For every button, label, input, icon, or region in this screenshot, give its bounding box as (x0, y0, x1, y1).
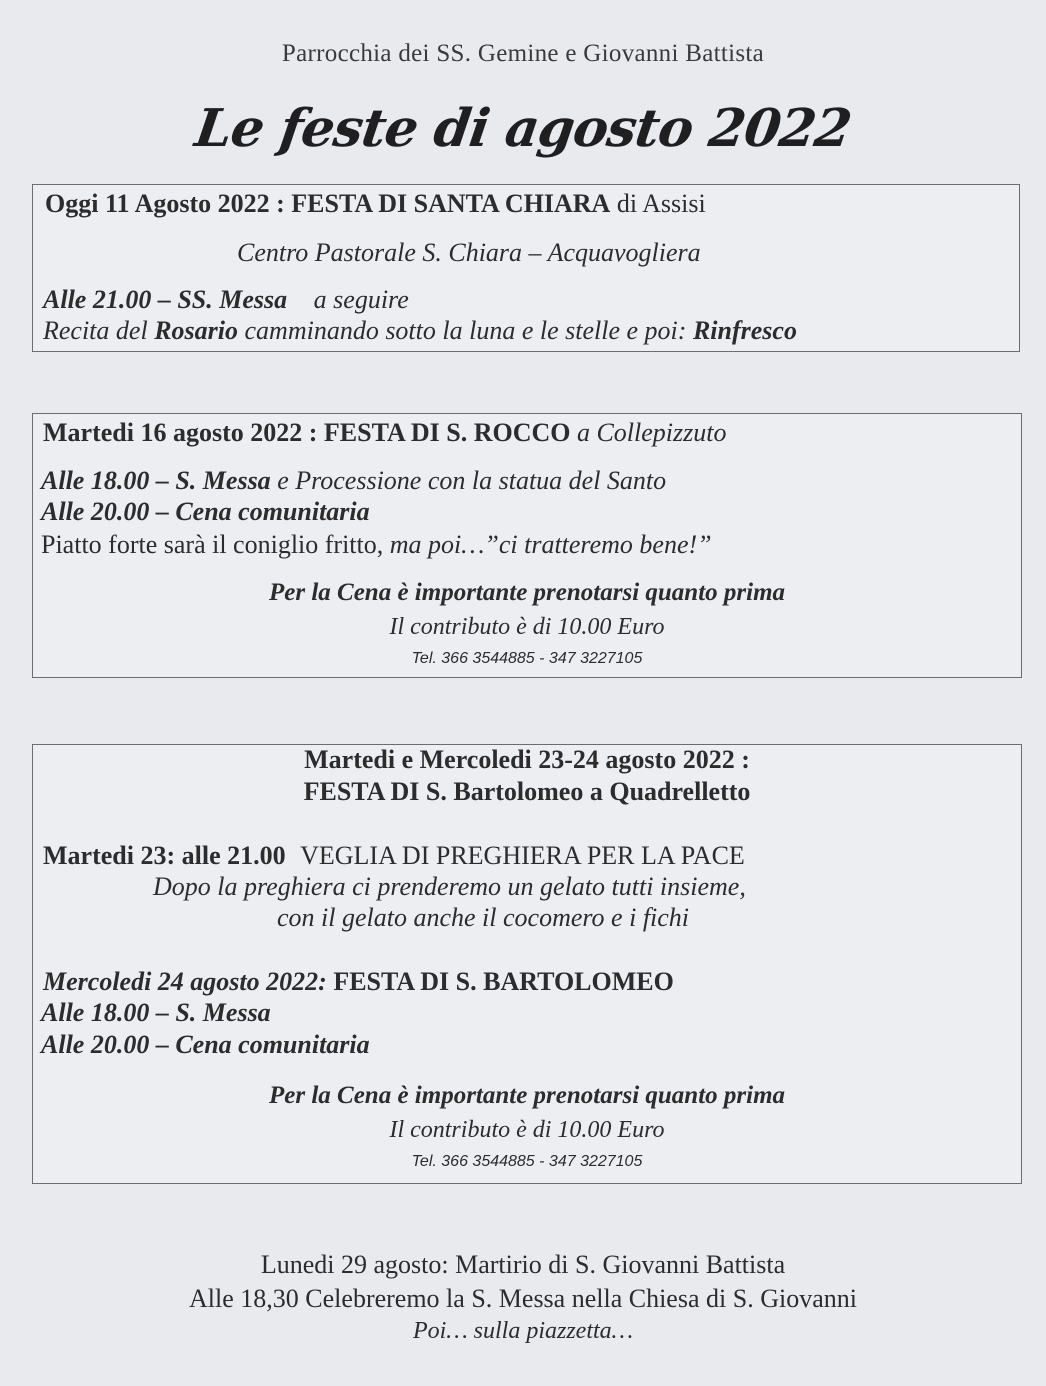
phone-numbers: Tel. 366 3544885 - 347 3227105 (411, 650, 643, 667)
event-heading-dates: Martedi e Mercoledi 23-24 agosto 2022 : (304, 745, 750, 774)
event-heading (43, 418, 726, 448)
dish-text: Piatto forte sarà il coniglio fritto, (41, 530, 390, 559)
dish-note: ma poi…”ci tratteremo bene!” (389, 530, 712, 559)
footer-martyrdom: Lunedi 29 agosto: Martirio di S. Giovanni Battista (260, 1250, 786, 1279)
vigil-title: VEGLIA DI PREGHIERA PER LA PACE (300, 841, 745, 870)
vigil-time: Martedi 23: alle 21.00 (43, 841, 286, 870)
mass-note: a seguire (313, 285, 409, 314)
event-heading-place: di Assisi (616, 189, 706, 218)
event-santa-chiara (32, 184, 1020, 352)
event-location: Centro Pastorale S. Chiara – Acquavogliera (237, 238, 701, 267)
booking-note: Per la Cena è importante prenotarsi quanto prima (268, 1082, 786, 1109)
mass-note: e Processione con la statua del Santo (277, 466, 667, 495)
contribution-note: Il contributo è di 10.00 Euro (389, 614, 665, 640)
vigil-line (43, 841, 745, 871)
event-san-bartolomeo (32, 744, 1022, 1184)
event-san-rocco (32, 413, 1022, 678)
parish-name: Parrocchia dei SS. Gemine e Giovanni Battista (281, 40, 765, 67)
booking-note: Per la Cena è importante prenotarsi quanto prima (268, 579, 786, 606)
contribution-note: Il contributo è di 10.00 Euro (389, 1117, 665, 1143)
dish-line (41, 530, 712, 560)
rosary-text-c: camminando sotto la luna e le stelle e poi: (238, 316, 693, 345)
event-heading (45, 189, 706, 219)
rosary-line (43, 316, 797, 346)
rosary-word: Rosario (154, 316, 238, 345)
mass-line (41, 466, 666, 496)
event-heading-place: a Collepizzuto (576, 418, 727, 447)
vigil-note-2: con il gelato anche il cocomero e i fichi (277, 903, 690, 932)
feast-day-line (43, 967, 674, 997)
feast-day-date: Mercoledi 24 agosto 2022: (43, 967, 334, 996)
mass-line (43, 285, 409, 315)
footer-mass: Alle 18,30 Celebreremo la S. Messa nella Chiesa di S. Giovanni (189, 1284, 857, 1313)
dinner-line: Alle 20.00 – Cena comunitaria (41, 497, 370, 526)
phone-numbers: Tel. 366 3544885 - 347 3227105 (411, 1153, 643, 1170)
event-heading-main: Oggi 11 Agosto 2022 : FESTA DI SANTA CHIARA (45, 189, 611, 218)
footer-piazzetta: Poi… sulla piazzetta… (412, 1318, 634, 1344)
vigil-note-1: Dopo la preghiera ci prenderemo un gelato tutti insieme, (153, 872, 746, 901)
event-heading-main: Martedi 16 agosto 2022 : FESTA DI S. ROCCO (43, 418, 571, 447)
mass-line: Alle 18.00 – S. Messa (41, 998, 271, 1027)
refreshment-word: Rinfresco (692, 316, 797, 345)
dinner-line: Alle 20.00 – Cena comunitaria (41, 1030, 370, 1059)
mass-time: Alle 18.00 – S. Messa (41, 466, 271, 495)
event-heading-title: FESTA DI S. Bartolomeo a Quadrelletto (303, 777, 751, 806)
feast-day-title: FESTA DI S. BARTOLOMEO (333, 967, 674, 996)
page-title: Le feste di agosto 2022 (191, 98, 855, 159)
rosary-text-a: Recita del (43, 316, 155, 345)
mass-time: Alle 21.00 – SS. Messa (43, 285, 288, 314)
